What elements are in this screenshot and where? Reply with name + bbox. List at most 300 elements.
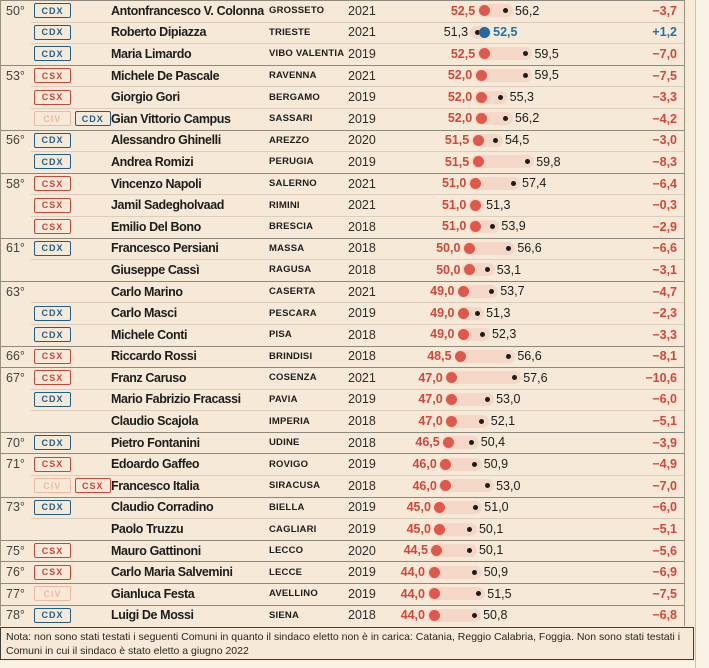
approval-dumbbell-chart [386,22,616,44]
right-value-label: 57,4 [522,176,547,191]
party-badges [31,306,111,321]
mayor-name: Carlo Masci [111,306,177,321]
city-label: AVELLINO [269,588,318,600]
diff-value: −7,0 [652,478,677,493]
party-badges [31,68,111,83]
approval-dumbbell-chart [386,194,616,216]
approval-dumbbell-chart [386,216,616,238]
current-approval-dot [479,5,490,16]
approval-dumbbell-chart [386,130,616,152]
right-margin [696,0,709,668]
city-label: PESCARA [269,307,317,319]
left-value-label: 50,0 [436,262,461,277]
table-row [1,302,684,324]
right-value-label: 56,6 [517,241,542,256]
party-badge-cdx: CDX [34,3,71,18]
party-badges [31,198,111,213]
party-badge-civ: CIV [34,586,71,601]
election-year: 2020 [348,543,376,558]
election-result-dot [475,311,480,316]
table-row [1,22,684,44]
diff-value: −6,0 [652,500,677,515]
current-approval-dot [470,200,481,211]
city-label: VIBO VALENTIA [269,48,345,60]
city-label: SIRACUSA [269,480,321,492]
election-year: 2019 [348,586,376,601]
right-value-label: 52,3 [491,327,517,342]
mayor-name: Francesco Persiani [111,241,219,256]
party-badge-cdx: CDX [34,46,71,61]
diff-value: −8,3 [652,154,677,169]
approval-dumbbell-chart [386,302,616,324]
left-value-label: 46,0 [412,478,437,493]
approval-dumbbell-chart [386,281,616,303]
mayor-name: Edoardo Gaffeo [111,457,200,472]
party-badge-cdx: CDX [34,500,71,515]
mayor-name: Claudio Scajola [111,414,199,429]
approval-dumbbell-chart [386,453,616,475]
party-badge-csx: CSX [34,457,71,472]
mayor-name: Andrea Romizi [111,154,194,169]
city-label: IMPERIA [269,415,310,427]
party-badges [31,608,111,623]
party-badges [31,543,111,558]
diff-value: −4,9 [652,457,677,472]
city-label: AREZZO [269,134,310,146]
current-approval-dot [440,459,451,470]
table-row [1,583,684,605]
right-value-label: 59,8 [536,154,561,169]
left-value-label: 44,0 [400,586,425,601]
election-year: 2021 [348,176,376,191]
election-year: 2020 [348,133,376,148]
election-year: 2018 [348,608,376,623]
mayor-name: Carlo Maria Salvemini [111,565,233,580]
city-label: BERGAMO [269,91,321,103]
party-badges [31,565,111,580]
party-badges [31,457,111,472]
current-approval-dot [458,286,469,297]
approval-dumbbell-chart [386,108,616,130]
right-value-label: 50,1 [478,543,504,558]
left-value-label: 50,0 [436,241,461,256]
party-badges [31,586,111,601]
rank-label: 71° [6,457,25,472]
party-badge-cdx: CDX [34,435,71,450]
party-badge-csx: CSX [34,349,71,364]
current-approval-dot [429,610,440,621]
left-value-label: 44,0 [400,608,425,623]
mayor-name: Mauro Gattinoni [111,543,201,558]
diff-value: −6,4 [652,176,677,191]
current-approval-dot [434,524,445,535]
party-badge-csx: CSX [34,90,71,105]
election-result-dot [506,246,511,251]
rank-label: 50° [6,3,25,18]
left-value-label: 49,0 [430,305,455,320]
diff-value: −6,6 [652,241,677,256]
approval-dumbbell-chart [386,367,616,389]
election-year: 2021 [348,284,376,299]
diff-value: −4,7 [652,284,677,299]
table-row [1,432,684,454]
party-badges [31,154,111,169]
city-label: SALERNO [269,178,317,190]
table-row [1,410,684,432]
diff-value: −2,3 [652,306,677,321]
current-approval-dot [470,221,481,232]
rank-label: 53° [6,68,25,83]
right-value-label: 53,7 [500,284,525,299]
table-row [1,518,684,540]
rank-label: 78° [6,608,25,623]
mayor-name: Emilio Del Bono [111,219,201,234]
mayor-name: Maria Limardo [111,46,192,61]
right-value-label: 56,2 [514,111,540,126]
party-badges [31,435,111,450]
party-badges [31,111,111,126]
city-label: PERUGIA [269,156,314,168]
approval-dumbbell-chart [386,0,616,22]
right-value-label: 51,3 [486,197,511,212]
current-approval-dot [429,567,440,578]
table-row [1,151,684,173]
current-approval-dot [464,243,475,254]
election-year: 2018 [348,349,376,364]
election-year: 2019 [348,500,376,515]
right-value-label: 50,8 [483,608,508,623]
city-label: CAGLIARI [269,523,317,535]
left-value-label: 46,0 [412,456,437,471]
bottom-margin [0,661,695,668]
mayor-name: Pietro Fontanini [111,435,200,450]
left-value-label: 46,5 [415,435,440,450]
left-value-label: 45,0 [406,521,431,536]
party-badges [31,370,111,385]
table-row [1,108,684,130]
right-value-label: 51,3 [486,305,511,320]
approval-dumbbell-chart [386,346,616,368]
election-year: 2019 [348,154,376,169]
diff-value: +1,2 [652,25,677,40]
right-value-label: 59,5 [534,46,559,61]
city-label: MASSA [269,242,305,254]
approval-dumbbell-chart [386,561,616,583]
party-badge-civ: CIV [34,111,71,126]
diff-value: −3,0 [652,133,677,148]
table-row [1,281,684,303]
table-row [1,130,684,152]
election-year: 2021 [348,3,376,18]
right-value-label: 52,1 [490,413,516,428]
diff-value: −0,3 [652,198,677,213]
election-result-dot [472,462,477,467]
left-value-label: 48,5 [427,349,452,363]
diff-value: −5,6 [652,543,677,558]
party-badge-csx: CSX [34,198,71,213]
right-value-label: 53,0 [496,478,521,493]
right-value-label: 53,1 [496,262,522,277]
right-value-label: 51,0 [484,500,509,515]
approval-dumbbell-chart [386,410,616,432]
city-label: LECCE [269,566,303,578]
rank-label: 66° [6,349,25,364]
rank-label: 67° [6,370,25,385]
rank-label: 61° [6,241,25,256]
table-row [1,346,684,368]
party-badge-cdx: CDX [34,327,71,342]
party-badge-cdx: CDX [34,241,71,256]
approval-dumbbell-chart [386,173,616,195]
table-row [1,43,684,65]
party-badges [31,46,111,61]
right-value-label: 54,5 [504,133,530,148]
mayor-name: Riccardo Rossi [111,349,197,364]
city-label: PISA [269,329,292,341]
table-row [1,86,684,108]
election-result-dot [511,181,516,186]
party-badge-cdx: CDX [34,306,71,321]
approval-dumbbell-chart [386,432,616,454]
election-year: 2018 [348,414,376,429]
right-value-label: 50,1 [478,521,504,536]
diff-value: −7,5 [652,68,677,83]
table-row [1,367,684,389]
left-value-label: 49,0 [430,327,455,342]
diff-value: −3,3 [652,327,677,342]
approval-dumbbell-chart [386,65,616,87]
mayor-name: Luigi De Mossi [111,608,194,623]
left-value-label: 51,0 [441,176,467,191]
party-badges [31,349,111,364]
city-label: ROVIGO [269,458,309,470]
current-approval-dot [470,178,481,189]
mayor-name: Jamil Sadegholvaad [111,198,224,213]
party-badges [31,327,111,342]
city-label: CASERTA [269,286,316,298]
party-badge-csx: CSX [34,370,71,385]
election-year: 2018 [348,327,376,342]
left-value-label: 47,0 [418,392,443,407]
diff-value: −10,6 [645,370,677,385]
left-value-label: 51,3 [443,25,469,40]
left-value-label: 51,0 [441,197,467,212]
right-value-label: 59,5 [534,68,559,83]
right-value-label: 51,5 [487,586,512,601]
diff-value: −7,0 [652,46,677,61]
rank-label: 70° [6,435,25,450]
mayor-name: Francesco Italia [111,478,200,493]
party-badges [31,90,111,105]
party-badge-csx: CSX [34,565,71,580]
current-approval-dot [455,351,466,362]
party-badge-csx: CSX [34,68,71,83]
left-value-label: 52,0 [447,111,473,126]
left-value-label: 51,5 [444,133,470,148]
current-approval-dot [479,27,490,38]
table-row [1,605,684,627]
city-label: LECCO [269,545,304,557]
right-value-label: 55,3 [509,89,534,104]
election-year: 2019 [348,46,376,61]
party-badges [31,176,111,191]
current-approval-dot [458,308,469,319]
right-value-label: 56,2 [514,3,540,18]
mayor-name: Gian Vittorio Campus [111,111,231,126]
right-value-label: 56,6 [517,349,542,363]
approval-dumbbell-chart [386,475,616,497]
election-year: 2018 [348,219,376,234]
left-value-label: 51,5 [444,154,470,169]
party-badge-civ: CIV [34,478,71,493]
party-badge-cdx: CDX [34,608,71,623]
party-badges [31,219,111,234]
diff-value: −2,9 [652,219,677,234]
party-badges [31,392,111,407]
table-row [1,238,684,260]
left-value-label: 45,0 [406,500,431,515]
left-value-label: 47,0 [418,413,443,428]
current-approval-dot [429,588,440,599]
party-badges [31,3,111,18]
table-row [1,259,684,281]
election-result-dot [472,613,477,618]
party-badge-csx: CSX [75,478,112,493]
rank-label: 75° [6,543,25,558]
party-badge-csx: CSX [34,219,71,234]
current-approval-dot [446,416,457,427]
election-result-dot [498,95,503,100]
election-result-dot [523,73,528,78]
mayor-name: Alessandro Ghinelli [111,133,221,148]
election-year: 2018 [348,478,376,493]
election-result-dot [485,397,490,402]
city-label: RAVENNA [269,70,317,82]
diff-value: −5,1 [652,414,677,429]
current-approval-dot [476,92,487,103]
table-row [1,453,684,475]
party-badge-cdx: CDX [75,111,112,126]
left-value-label: 49,0 [430,284,455,299]
election-year: 2019 [348,90,376,105]
election-year: 2021 [348,25,376,40]
mayor-name: Vincenzo Napoli [111,176,202,191]
mayor-name: Michele De Pascale [111,68,220,83]
party-badge-cdx: CDX [34,392,71,407]
diff-value: −8,1 [652,349,677,364]
mayor-name: Giuseppe Cassì [111,262,200,277]
mayor-name: Gianluca Festa [111,586,195,601]
approval-dumbbell-chart [386,605,616,627]
mayor-name: Michele Conti [111,327,188,342]
mayor-name: Mario Fabrizio Fracassi [111,392,241,407]
party-badge-cdx: CDX [34,154,71,169]
current-approval-dot [476,70,487,81]
diff-value: −3,9 [652,435,677,450]
mayor-name: Giorgio Gori [111,90,180,105]
table-row [1,561,684,583]
election-result-dot [506,354,511,359]
approval-dumbbell-chart [386,86,616,108]
table-row [1,216,684,238]
diff-value: −6,9 [652,565,677,580]
diff-value: −3,3 [652,90,677,105]
right-value-label: 50,9 [483,564,509,579]
left-value-label: 44,0 [400,564,425,579]
city-label: BRESCIA [269,221,314,233]
election-year: 2021 [348,198,376,213]
diff-value: −6,8 [652,608,677,623]
mayor-name: Claudio Corradino [111,500,214,515]
table-row [1,540,684,562]
election-year: 2021 [348,370,376,385]
election-year: 2019 [348,392,376,407]
election-year: 2019 [348,111,376,126]
left-value-label: 52,0 [447,68,473,83]
election-year: 2019 [348,457,376,472]
right-value-label: 57,6 [523,370,548,385]
election-year: 2021 [348,68,376,83]
election-year: 2019 [348,565,376,580]
city-label: SASSARI [269,113,313,125]
table-row [1,194,684,216]
left-value-label: 44,5 [403,543,428,558]
city-label: GROSSETO [269,5,325,17]
mayor-name: Carlo Marino [111,284,183,299]
approval-dumbbell-chart [386,389,616,411]
election-year: 2018 [348,262,376,277]
diff-value: −3,1 [652,262,677,277]
current-approval-dot [473,135,484,146]
party-badges [31,241,111,256]
right-value-label: 53,9 [501,219,526,234]
left-value-label: 51,0 [441,219,467,234]
city-label: SIENA [269,609,300,621]
rank-label: 58° [6,176,25,191]
party-badges [31,478,111,493]
party-badge-cdx: CDX [34,133,71,148]
election-year: 2019 [348,522,376,537]
city-label: COSENZA [269,372,317,384]
city-label: RAGUSA [269,264,312,276]
party-badges [31,133,111,148]
approval-dumbbell-chart [386,238,616,260]
right-value-label: 53,0 [496,392,521,407]
left-value-label: 52,5 [450,3,476,18]
party-badge-csx: CSX [34,176,71,191]
table-row [1,0,684,22]
diff-value: −6,0 [652,392,677,407]
election-year: 2018 [348,241,376,256]
approval-dumbbell-chart [386,540,616,562]
mayor-name: Antonfrancesco V. Colonna [111,3,264,18]
mayor-name: Paolo Truzzu [111,522,184,537]
approval-dumbbell-chart [386,518,616,540]
left-value-label: 47,0 [418,370,443,385]
city-label: RIMINI [269,199,300,211]
table-row [1,497,684,519]
approval-dumbbell-chart [386,583,616,605]
city-label: BRINDISI [269,350,313,362]
party-badges [31,500,111,515]
mayor-name: Franz Caruso [111,370,187,385]
mayor-name: Roberto Dipiazza [111,25,206,40]
right-value-label: 50,9 [483,456,509,471]
election-year: 2018 [348,435,376,450]
election-year: 2019 [348,306,376,321]
city-label: PAVIA [269,393,298,405]
table-row [1,173,684,195]
